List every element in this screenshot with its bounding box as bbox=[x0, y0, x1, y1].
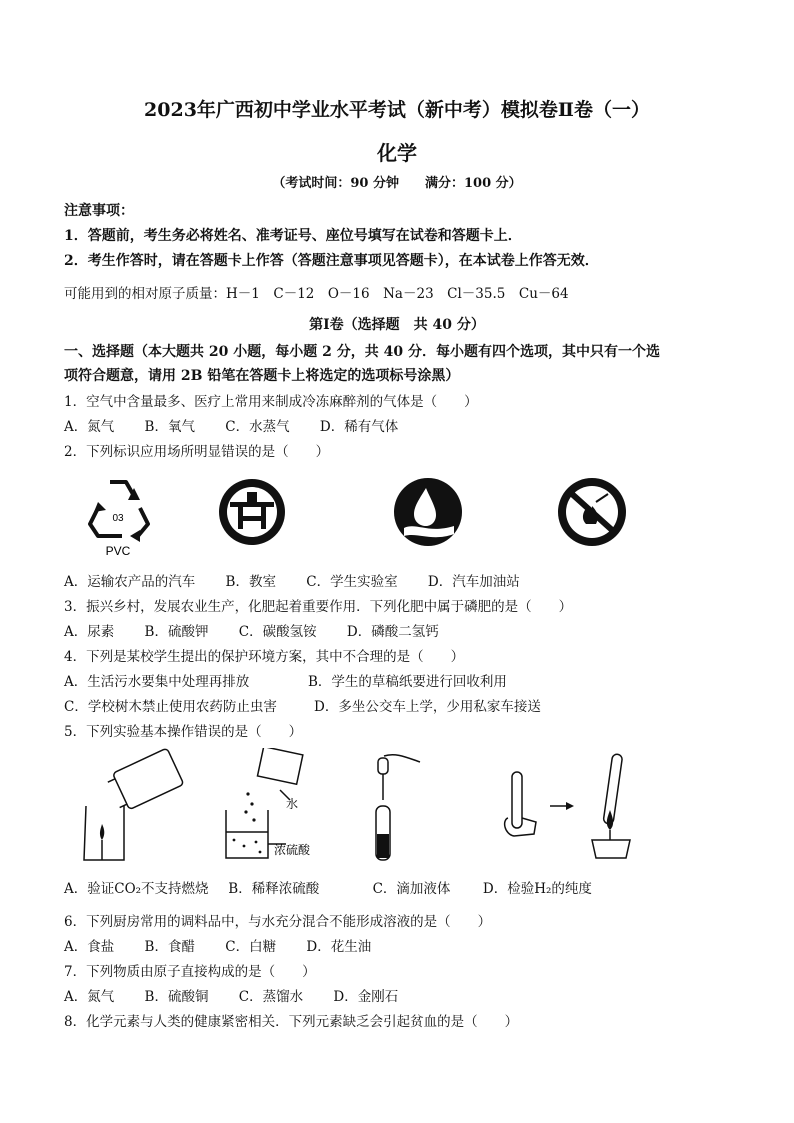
section-heading: 第Ⅰ卷（选择题 共 40 分） bbox=[309, 317, 485, 333]
option-b: B．氧气 bbox=[144, 419, 195, 435]
option-a: A．运输农产品的汽车 bbox=[64, 574, 196, 590]
question-1-options bbox=[64, 415, 424, 435]
option-a: A．氮气 bbox=[64, 419, 115, 435]
notes-heading: 注意事项： bbox=[64, 203, 134, 219]
apparatus-dropper bbox=[368, 748, 428, 864]
question-8-stem: 8．化学元素与人类的健康紧密相关．下列元素缺乏会引起贫血的是（ ） bbox=[64, 1014, 519, 1030]
option-d: D．汽车加油站 bbox=[427, 574, 520, 590]
section-intro-line2: 项符合题意，请用 2B 铅笔在答题卡上将选定的选项标号涂黑） bbox=[64, 368, 460, 384]
circle-mark-icon bbox=[216, 476, 288, 548]
apparatus-dilute-acid bbox=[220, 748, 330, 864]
section-intro-line1: 一、选择题（本大题共 20 小题，每小题 2 分，共 40 分．每小题有四个选项，其中只有一个选 bbox=[64, 344, 660, 360]
option-c: C．滴加液体 bbox=[372, 881, 451, 897]
question-4-stem: 4．下列是某校学生提出的保护环境方案，其中不合理的是（ ） bbox=[64, 649, 465, 665]
question-7-stem: 7．下列物质由原子直接构成的是（ ） bbox=[64, 964, 316, 980]
option-b: B．食醋 bbox=[144, 939, 195, 955]
question-4-option-b: B．学生的草稿纸要进行回收利用 bbox=[308, 674, 507, 690]
exam-title: 2023年广西初中学业水平考试（新中考）模拟卷Ⅱ卷（一） bbox=[144, 99, 650, 121]
option-b: B．稀释浓硫酸 bbox=[228, 881, 320, 897]
option-c: C．白糖 bbox=[225, 939, 277, 955]
note-item-1: 1．答题前，考生务必将姓名、准考证号、座位号填写在试卷和答题卡上． bbox=[64, 228, 522, 244]
question-1-stem: 1．空气中含量最多、医疗上常用来制成冷冻麻醉剂的气体是（ ） bbox=[64, 394, 478, 410]
recycle-caption: PVC bbox=[105, 544, 131, 558]
question-7-options bbox=[64, 985, 424, 1005]
question-6-stem: 6．下列厨房常用的调料品中，与水充分混合不能形成溶液的是（ ） bbox=[64, 914, 492, 930]
option-c: C．蒸馏水 bbox=[238, 989, 304, 1005]
atomic-masses: 可能用到的相对原子质量：H－1 C－12 O－16 Na－23 Cl－35.5 Cu－64 bbox=[64, 286, 569, 302]
option-d: D．检验H₂的纯度 bbox=[482, 881, 592, 897]
apparatus-h2-test bbox=[500, 748, 640, 864]
option-a: A．验证CO₂不支持燃烧 bbox=[64, 881, 209, 897]
question-6-options bbox=[64, 935, 397, 955]
exam-meta: （考试时间：90 分钟 满分：100 分） bbox=[272, 176, 522, 191]
question-4-option-a: A．生活污水要集中处理再排放 bbox=[64, 674, 250, 690]
question-2-stem: 2．下列标识应用场所明显错误的是（ ） bbox=[64, 444, 330, 460]
apparatus-co2-pour bbox=[80, 748, 190, 864]
option-d: D．金刚石 bbox=[333, 989, 399, 1005]
note-item-2: 2．考生作答时，请在答题卡上作答（答题注意事项见答题卡），在本试卷上作答无效． bbox=[64, 253, 599, 269]
option-b: B．教室 bbox=[225, 574, 276, 590]
question-4-option-d: D．多坐公交车上学，少用私家车接送 bbox=[314, 699, 541, 715]
option-d: D．花生油 bbox=[306, 939, 372, 955]
question-3-stem: 3．振兴乡村，发展农业生产，化肥起着重要作用．下列化肥中属于磷肥的是（ ） bbox=[64, 599, 573, 615]
question-5-options bbox=[64, 877, 592, 897]
option-b: B．硫酸铜 bbox=[144, 989, 209, 1005]
option-d: D．稀有气体 bbox=[319, 419, 399, 435]
option-b: B．硫酸钾 bbox=[144, 624, 209, 640]
question-2-options bbox=[64, 570, 546, 590]
question-3-options bbox=[64, 620, 465, 640]
no-fire-icon bbox=[556, 476, 628, 548]
option-a: A．尿素 bbox=[64, 624, 115, 640]
recycle-number: 03 bbox=[112, 513, 124, 524]
question-4-option-c: C．学校树木禁止使用农药防止虫害 bbox=[64, 699, 277, 715]
recycle-pvc-icon bbox=[82, 474, 154, 560]
option-a: A．氮气 bbox=[64, 989, 115, 1005]
subject-title: 化学 bbox=[377, 141, 417, 165]
label-water: 水 bbox=[286, 797, 299, 811]
option-d: D．磷酸二氢钙 bbox=[346, 624, 439, 640]
option-c: C．学生实验室 bbox=[306, 574, 398, 590]
water-drop-icon bbox=[392, 476, 464, 548]
question-5-stem: 5．下列实验基本操作错误的是（ ） bbox=[64, 724, 303, 740]
option-c: C．水蒸气 bbox=[225, 419, 290, 435]
label-acid: 浓硫酸 bbox=[274, 843, 311, 857]
option-a: A．食盐 bbox=[64, 939, 115, 955]
option-c: C．碳酸氢铵 bbox=[238, 624, 317, 640]
